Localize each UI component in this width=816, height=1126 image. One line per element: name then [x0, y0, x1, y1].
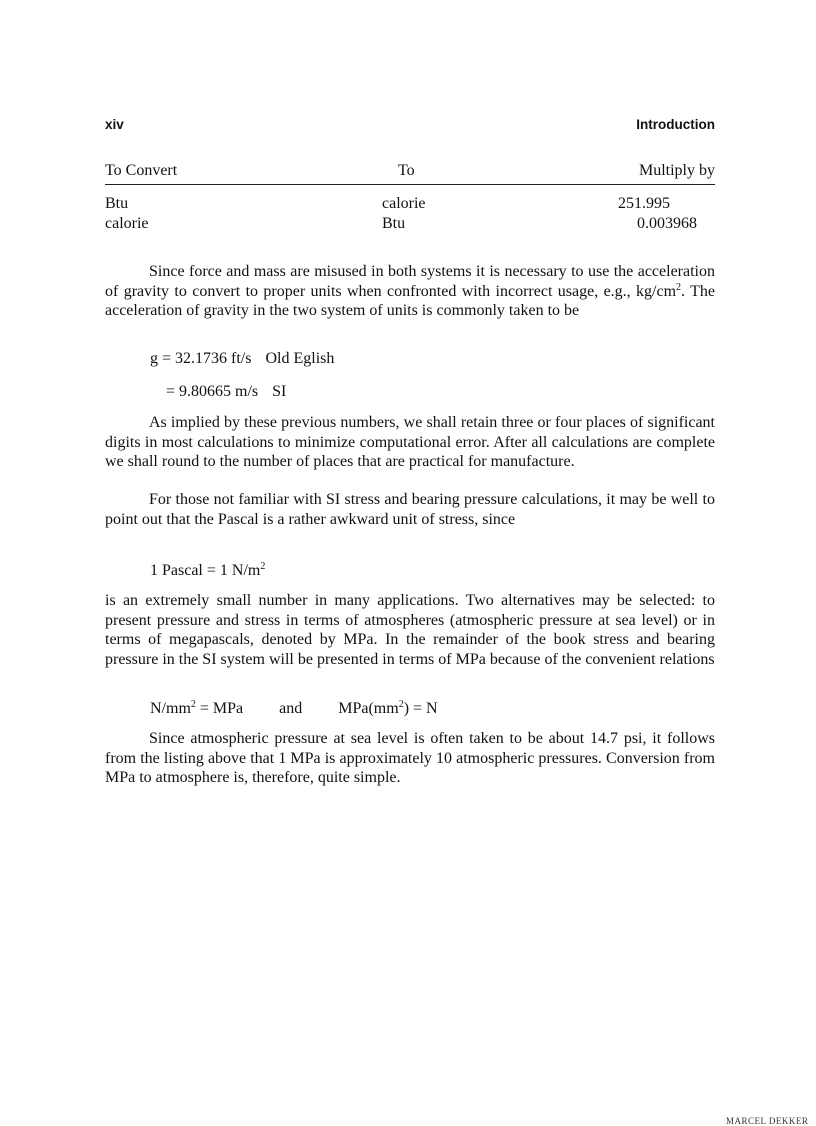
equation-expression: g = 32.1736 ft/s	[150, 350, 252, 367]
gravity-equation-si	[166, 383, 286, 401]
column-header-to: To	[398, 162, 415, 179]
cell-to: calorie	[382, 195, 426, 212]
running-head	[105, 117, 715, 137]
equation-expression: 1 Pascal = 1 N/m	[150, 562, 261, 579]
paragraph-significant-digits: As implied by these previous numbers, we shall retain three or four places of significant digits in most calculations to minimize computational error. After all calculations are complete we shall round to the number of places that are practical for manufacture.	[105, 414, 715, 471]
relation-right-rhs: ) = N	[403, 700, 438, 717]
table-header	[105, 160, 715, 185]
superscript: 2	[190, 699, 196, 710]
paragraph-si-stress: For those not familiar with SI stress and bearing pressure calculations, it may be well to point out that the Pascal is a rather awkward unit of stress, since	[105, 491, 715, 528]
unit-system-label: Old Eglish	[265, 350, 335, 367]
table-row	[105, 213, 715, 233]
paragraph-alternatives: is an extremely small number in many applications. Two alternatives may be selected: to present pressure and stress in terms of atmospheres (atmospheric pressure at sea level) or in terms of megapascals, denoted by MPa. In the remainder of the book stress and bearing pressure in the SI system will be presented in terms of MPa because of the convenient relations	[105, 592, 715, 668]
column-header-multiply-by: Multiply by	[638, 162, 715, 179]
page-number: xiv	[105, 117, 124, 132]
cell-from: calorie	[105, 215, 149, 232]
unit-system-label: SI	[272, 383, 287, 400]
relation-and: and	[279, 700, 303, 717]
superscript: 2	[676, 281, 682, 293]
gravity-equation-english	[150, 350, 334, 368]
paragraph-atmospheric: Since atmospheric pressure at sea level is often taken to be about 14.7 psi, it follows from the listing above that 1 MPa is approximately 10 atmospheric pressures. Conversion from MPa to atmosphere is, therefore, quite simple.	[105, 730, 715, 787]
paragraph-text: . The acceleration of gravity in the two system of units is commonly taken to be	[105, 282, 716, 320]
relation-right: MPa(mm	[338, 700, 399, 717]
publisher-mark: MARCEL DEKKER	[726, 1116, 809, 1126]
relation-left-rhs: = MPa	[195, 700, 244, 717]
cell-from: Btu	[105, 195, 129, 212]
cell-to: Btu	[382, 215, 406, 232]
mpa-relations	[150, 700, 438, 718]
table-row	[105, 193, 715, 213]
relation-left: N/mm	[150, 700, 191, 717]
cell-factor: 0.003968	[637, 215, 697, 232]
superscript: 2	[398, 699, 404, 710]
conversion-table	[105, 160, 715, 233]
paragraph-force-mass	[105, 262, 715, 321]
column-header-to-convert: To Convert	[105, 162, 178, 179]
cell-factor: 251.995	[618, 195, 670, 212]
pascal-equation	[150, 562, 265, 580]
equation-expression: = 9.80665 m/s	[166, 383, 259, 400]
paragraph-text: Since force and mass are misused in both systems it is necessary to use the acceleration of gravity to convert to proper units when confronted with incorrect usage, e.g., kg/cm	[105, 263, 715, 300]
superscript: 2	[260, 561, 266, 572]
section-title: Introduction	[636, 117, 715, 132]
